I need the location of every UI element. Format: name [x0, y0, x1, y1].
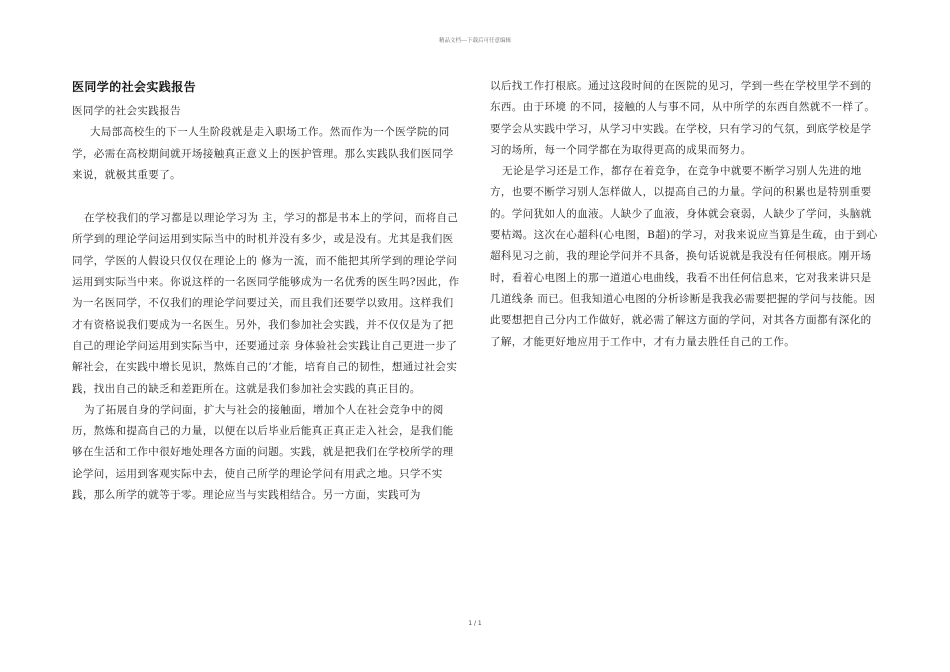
- paragraph-2: 在学校我们的学习都是以理论学习为 主，学习的都是书本上的学问，而将自己所学到的理论学问运用到实际当中的时机并没有多少，或是没有。尤其是我们医同学，学医的人假设只仅仅在理论上的 修为一流，而不能把其所学到的理论学问运用到实际当中来。你说这样的一名医同学能够成为一名优秀的医生吗?因此，作为一名医同学，不仅我们的理论学问要过关，而且我们还要学以致用。这样我们才有资格说我们要成为一名医生。另外，我们参加社会实践，并不仅仅是为了把自己的理论学问运用到实际当中，还要通过亲 身体验社会实践让自己更进一步了解社会，在实践中增长见识，熬炼自己的’才能，培育自己的韧性，想通过社会实践，找出自己的缺乏和差距所在。这就是我们参加社会实践的真正目的。: [72, 212, 460, 395]
- paragraph-1: 大局部高校生的下一人生阶段就是走入职场工作。然而作为一个医学院的同学，必需在高校期间就开场接触真正意义上的医护管理。那么实践队我们医同学来说，就极其重要了。: [72, 126, 454, 181]
- document-subtitle: 医同学的社会实践报告: [72, 105, 181, 117]
- page-header: 精品文档---下载后可任意编辑: [439, 38, 511, 44]
- paragraph-5: 无论是学习还是工作，都存在着竞争，在竞争中就要不断学习别人先进的地方，也要不断学习别人怎样做人，以提高自己的力量。学问的积累也是特别重要的。学问犹如人的血液。人缺少了血液，身体就会衰弱，人缺少了学问，头脑就要枯竭。这次在心超科(心电图，B超)的学习，对我来说应当算是生疏，由于到心超科见习之前，我的理论学问并不具备，换句话说就是我没有任何根底。刚开场时，看着心电图上的那一道道心电曲线，我看不出任何信息来，它对我来讲只是几道线条 而已。但我知道心电图的分析诊断是我我必需要把握的学问与技能。因此要想把自己分内工作做好，就必需了解这方面的学问，对其各方面都有深化的了解，才能更好地应用于工作中，才有力量去胜任自己的工作。: [490, 165, 878, 348]
- right-column: [490, 76, 878, 353]
- paragraph-gap: [72, 186, 460, 208]
- document-title: 医同学的社会实践报告: [72, 80, 197, 94]
- paragraph-3: 为了拓展自身的学问面，扩大与社会的接触面，增加个人在社会竞争中的阅历，熬炼和提高自己的力量，以便在以后毕业后能真正真正走入社会，是我们能够在生活和工作中很好地处理各方面的问题。实践，就是把我们在学校所学的理论学问，运用到客观实际中去，使自己所学的理论学问有用武之地。只学不实践，那么所学的就等于零。理论应当与实践相结合。另一方面，实践可为: [72, 403, 454, 502]
- page-number: 1 / 1: [468, 620, 482, 627]
- left-column: [72, 76, 460, 506]
- paragraph-4: 以后找工作打根底。通过这段时间的在医院的见习，学到一些在学校里学不到的东西。由于环境 的不同，接触的人与事不同，从中所学的东西自然就不一样了。要学会从实践中学习，从学习中实践。在学校，只有学习的气氛，到底学校是学习的场所，每一个同学都在为取得更高的成果而努力。: [490, 80, 876, 156]
